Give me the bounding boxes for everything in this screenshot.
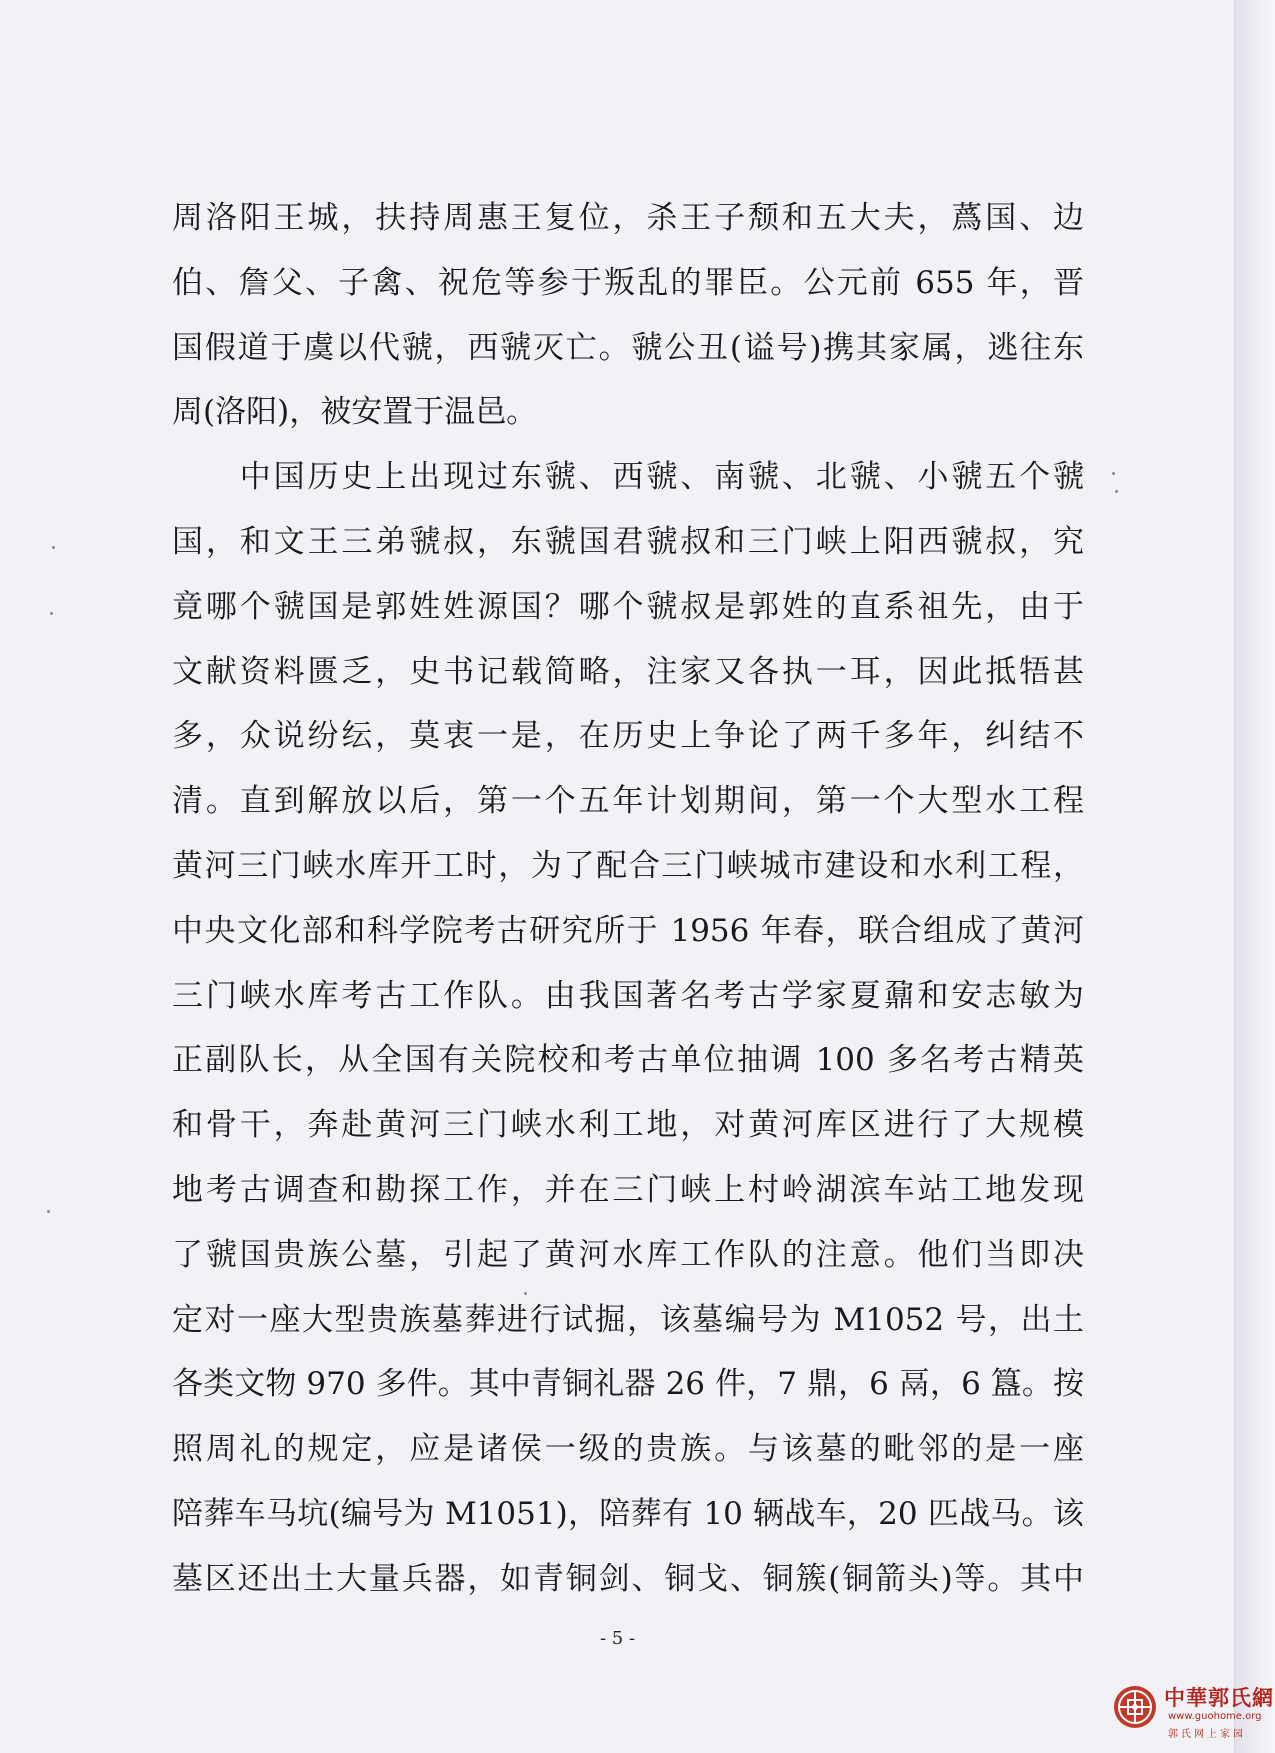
text-line-1: 周洛阳王城，扶持周惠王复位，杀王子颓和五大夫，蔿国、边 xyxy=(172,200,1084,236)
text-line-15: 和骨干，奔赴黄河三门峡水利工地，对黄河库区进行了大规模 xyxy=(172,1107,1084,1144)
text-line-9: 多，众说纷纭，莫衷一是，在历史上争论了两千多年，纠结不 xyxy=(172,718,1084,755)
text-line-8: 文献资料匮乏，史书记载简略，注家又各执一耳，因此抵牾甚 xyxy=(172,653,1084,690)
site-watermark xyxy=(1112,1682,1275,1753)
scan-speck xyxy=(50,612,53,615)
text-line-14: 正副队长，从全国有关院校和考古单位抽调 100 多名考古精英 xyxy=(172,1042,1084,1079)
scan-speck xyxy=(1112,472,1115,475)
watermark-url: www.guohome.org xyxy=(1168,1711,1262,1722)
text-line-20: 照周礼的规定，应是诸侯一级的贵族。与该墓的毗邻的是一座 xyxy=(172,1431,1084,1468)
text-line-21: 陪葬车马坑(编号为 M1051)，陪葬有 10 辆战车，20 匹战马。该 xyxy=(172,1495,1084,1532)
page-number: - 5 - xyxy=(599,1628,636,1649)
text-line-12: 中央文化部和科学院考古研究所于 1956 年春，联合组成了黄河 xyxy=(172,912,1084,949)
text-line-3: 国假道于虞以代虢，西虢灭亡。虢公丑(谥号)携其家属，逃往东 xyxy=(172,329,1084,366)
text-line-10: 清。直到解放以后，第一个五年计划期间，第一个大型水工程 xyxy=(172,783,1084,820)
text-line-5: 中国历史上出现过东虢、西虢、南虢、北虢、小虢五个虢 xyxy=(172,459,1084,496)
scan-edge xyxy=(1234,0,1275,1753)
text-line-16: 地考古调查和勘探工作，并在三门峡上村岭湖滨车站工地发现 xyxy=(172,1171,1084,1208)
text-line-13: 三门峡水库考古工作队。由我国著名考古学家夏鼐和安志敏为 xyxy=(172,977,1084,1014)
guo-family-logo-icon xyxy=(1112,1684,1158,1730)
scan-speck xyxy=(52,546,55,549)
text-line-7: 竟哪个虢国是郭姓姓源国？哪个虢叔是郭姓的直系祖先，由于 xyxy=(172,588,1084,625)
text-line-18: 定对一座大型贵族墓葬进行试掘，该墓编号为 M1052 号，出土 xyxy=(172,1301,1084,1338)
text-line-2: 伯、詹父、子禽、祝危等参于叛乱的罪臣。公元前 655 年，晋 xyxy=(172,264,1084,301)
document-body xyxy=(172,186,1084,1612)
watermark-subtitle: 郭氏网上家园 xyxy=(1168,1729,1246,1740)
scan-speck xyxy=(524,1292,527,1295)
watermark-title: 中華郭氏網 xyxy=(1164,1685,1274,1710)
scan-speck xyxy=(1115,490,1118,493)
text-line-19: 各类文物 970 多件。其中青铜礼器 26 件，7 鼎，6 鬲，6 簋。按 xyxy=(172,1366,1084,1403)
text-line-11: 黄河三门峡水库开工时，为了配合三门峡城市建设和水利工程， xyxy=(172,847,1084,884)
scan-speck xyxy=(47,1210,50,1213)
text-line-22: 墓区还出土大量兵器，如青铜剑、铜戈、铜簇(铜箭头)等。其中 xyxy=(172,1560,1084,1597)
text-line-6: 国，和文王三弟虢叔，东虢国君虢叔和三门峡上阳西虢叔，究 xyxy=(172,523,1084,560)
text-line-4: 周(洛阳)，被安置于温邑。 xyxy=(172,394,538,431)
text-line-17: 了虢国贵族公墓，引起了黄河水库工作队的注意。他们当即决 xyxy=(172,1236,1084,1273)
